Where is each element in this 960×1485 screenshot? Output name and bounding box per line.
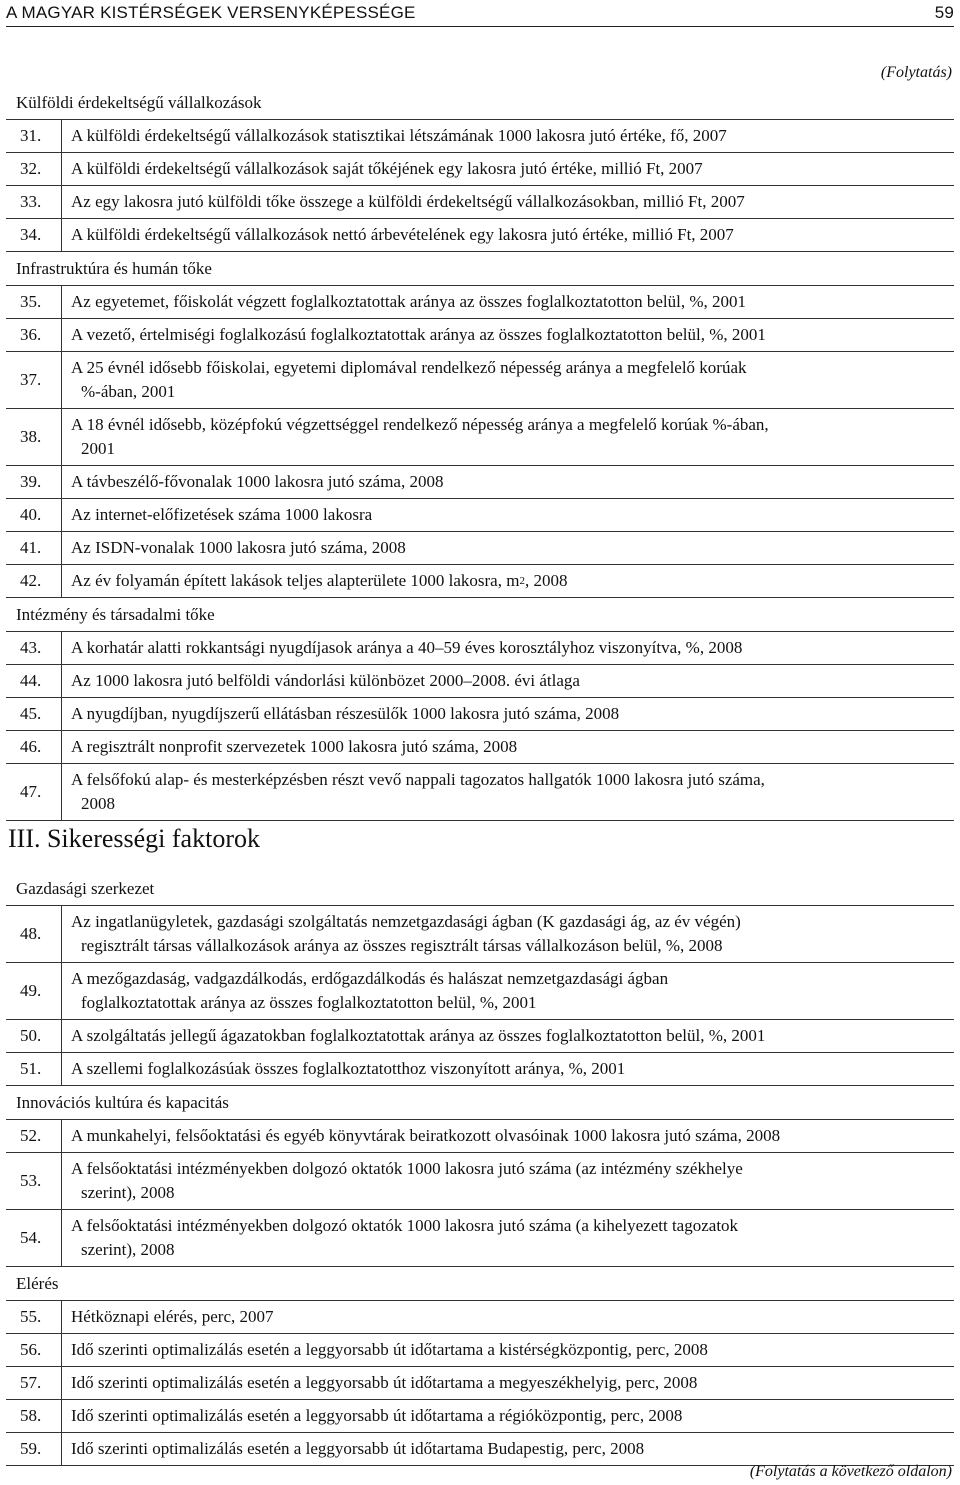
indicator-row [6,409,954,466]
indicator-number: 49. [6,963,62,1019]
description-line-2: %-ában, 2001 [81,382,176,401]
page-header [6,0,954,27]
indicator-row [6,219,954,252]
indicator-description: A távbeszélő-fővonalak 1000 lakosra jutó száma, 2008 [71,472,444,491]
indicator-number: 47. [6,764,62,820]
indicator-row [6,665,954,698]
superscript: 2 [519,575,525,587]
continued-note: (Folytatás) [880,64,952,81]
indicator-description [62,409,954,465]
indicator-row [6,1020,954,1053]
indicator-row [6,1210,954,1267]
indicator-row [6,319,954,352]
indicator-number: 48. [6,906,62,962]
indicator-row [6,186,954,219]
indicator-row [6,1367,954,1400]
indicator-number: 38. [6,409,62,465]
indicator-number: 34. [6,219,62,251]
indicator-description: Idő szerinti optimalizálás esetén a leggyorsabb út időtartama Budapestig, perc, 2008 [71,1439,645,1458]
indicator-number: 57. [6,1367,62,1399]
indicator-description: A szellemi foglalkozásúak összes foglalkoztatotthoz viszonyított aránya, %, 2001 [71,1059,626,1078]
indicator-number: 44. [6,665,62,697]
indicator-number: 35. [6,286,62,318]
indicator-row [6,1301,954,1334]
description-text-end: , 2008 [524,571,568,590]
description-line-1: A 18 évnél idősebb, középfokú végzettséggel rendelkező népesség aránya a megfelelő korúak %-ában, [71,415,769,434]
description-line-2: 2008 [81,794,115,813]
indicator-table-part-a [6,86,954,821]
section-heading: Infrastruktúra és humán tőke [6,252,954,286]
indicator-number: 37. [6,352,62,408]
indicator-number: 59. [6,1433,62,1465]
indicator-description: A vezető, értelmiségi foglalkozású foglalkoztatottak aránya az összes foglalkoztatotton belül, %, 2001 [71,325,766,344]
chapter-heading: III. Sikerességi faktorok [8,824,260,853]
indicator-description [62,1153,954,1209]
indicator-number: 40. [6,499,62,531]
indicator-row [6,731,954,764]
indicator-description: A külföldi érdekeltségű vállalkozások saját tőkéjének egy lakosra jutó értéke, millió Ft, 2007 [71,159,703,178]
indicator-row [6,963,954,1020]
indicator-description: Idő szerinti optimalizálás esetén a leggyorsabb út időtartama a régióközpontig, perc, 2008 [71,1406,683,1425]
section-heading: Innovációs kultúra és kapacitás [6,1086,954,1120]
description-line-1: A 25 évnél idősebb főiskolai, egyetemi diplomával rendelkező népesség aránya a megfelelő korúak [71,358,747,377]
indicator-row [6,1433,954,1466]
indicator-row [6,120,954,153]
indicator-description: Idő szerinti optimalizálás esetén a leggyorsabb út időtartama a kistérségközpontig, perc, 2008 [71,1340,708,1359]
indicator-description [62,764,954,820]
indicator-description: Az egy lakosra jutó külföldi tőke összege a külföldi érdekeltségű vállalkozásokban, millió Ft, 2007 [71,192,745,211]
indicator-number: 51. [6,1053,62,1085]
indicator-row [6,153,954,186]
indicator-description: A külföldi érdekeltségű vállalkozások statisztikai létszámának 1000 lakosra jutó értéke, fő, 2007 [71,126,727,145]
indicator-description: Az egyetemet, főiskolát végzett foglalkoztatottak aránya az összes foglalkoztatotton belül, %, 2001 [71,292,747,311]
indicator-number: 55. [6,1301,62,1333]
indicator-number: 43. [6,632,62,664]
footer-note: (Folytatás a következő oldalon) [749,1463,952,1480]
indicator-number: 32. [6,153,62,185]
indicator-row [6,1153,954,1210]
indicator-table-part-b [6,872,954,1466]
indicator-number: 41. [6,532,62,564]
indicator-row [6,1120,954,1153]
indicator-row [6,1334,954,1367]
indicator-description: Az 1000 lakosra jutó belföldi vándorlási különbözet 2000–2008. évi átlaga [71,671,580,690]
indicator-number: 58. [6,1400,62,1432]
indicator-row [6,565,954,598]
indicator-number: 46. [6,731,62,763]
indicator-description [62,352,954,408]
indicator-number: 52. [6,1120,62,1152]
description-line-2: regisztrált társas vállalkozások aránya az összes regisztrált társas vállalkozáson belül, %, 2008 [81,936,723,955]
description-line-1: A felsőoktatási intézményekben dolgozó oktatók 1000 lakosra jutó száma (az intézmény székhelye [71,1159,743,1178]
description-line-1: A felsőoktatási intézményekben dolgozó oktatók 1000 lakosra jutó száma (a kihelyezett tagozatok [71,1216,739,1235]
indicator-description: A munkahelyi, felsőoktatási és egyéb könyvtárak beiratkozott olvasóinak 1000 lakosra jutó száma, 2008 [71,1126,781,1145]
running-title: A MAGYAR KISTÉRSÉGEK VERSENYKÉPESSÉGE [6,3,416,22]
section-heading: Intézmény és társadalmi tőke [6,598,954,632]
description-line-1: A felsőfokú alap- és mesterképzésben részt vevő nappali tagozatos hallgatók 1000 lakosra jutó száma, [71,770,765,789]
indicator-row [6,466,954,499]
description-line-2: 2001 [81,439,115,458]
indicator-row [6,1400,954,1433]
indicator-description [62,963,954,1019]
indicator-description: Hétköznapi elérés, perc, 2007 [71,1307,274,1326]
indicator-description: A regisztrált nonprofit szervezetek 1000 lakosra jutó száma, 2008 [71,737,518,756]
page-number: 59 [934,3,954,22]
section-heading: Külföldi érdekeltségű vállalkozások [6,86,954,120]
description-line-1: Az ingatlanügyletek, gazdasági szolgáltatás nemzetgazdasági ágban (K gazdasági ág, az év végén) [71,912,741,931]
section-heading: Gazdasági szerkezet [6,872,954,906]
indicator-row [6,632,954,665]
description-text: Az év folyamán épített lakások teljes alapterülete 1000 lakosra, m [71,571,520,590]
indicator-row [6,698,954,731]
indicator-row [6,352,954,409]
indicator-number: 54. [6,1210,62,1266]
description-line-2: szerint), 2008 [81,1183,175,1202]
description-line-2: szerint), 2008 [81,1240,175,1259]
indicator-description: Az internet-előfizetések száma 1000 lakosra [71,505,373,524]
indicator-description: A nyugdíjban, nyugdíjszerű ellátásban részesülők 1000 lakosra jutó száma, 2008 [71,704,620,723]
indicator-description: A korhatár alatti rokkantsági nyugdíjasok aránya a 40–59 éves korosztályhoz viszonyítva, %, 2008 [71,638,743,657]
indicator-number: 42. [6,565,62,597]
indicator-row [6,499,954,532]
indicator-number: 31. [6,120,62,152]
indicator-description: Idő szerinti optimalizálás esetén a leggyorsabb út időtartama a megyeszékhelyig, perc, 2008 [71,1373,698,1392]
indicator-row [6,906,954,963]
indicator-number: 45. [6,698,62,730]
indicator-number: 56. [6,1334,62,1366]
description-line-1: A mezőgazdaság, vadgazdálkodás, erdőgazdálkodás és halászat nemzetgazdasági ágban [71,969,669,988]
indicator-description [62,906,954,962]
indicator-row [6,286,954,319]
indicator-number: 36. [6,319,62,351]
indicator-description [62,1210,954,1266]
description-line-2: foglalkoztatottak aránya az összes foglalkoztatotton belül, %, 2001 [81,993,537,1012]
indicator-row [6,764,954,821]
section-heading: Elérés [6,1267,954,1301]
indicator-description: A külföldi érdekeltségű vállalkozások nettó árbevételének egy lakosra jutó értéke, millió Ft, 2007 [71,225,734,244]
indicator-number: 39. [6,466,62,498]
indicator-number: 53. [6,1153,62,1209]
indicator-number: 50. [6,1020,62,1052]
indicator-row [6,532,954,565]
indicator-number: 33. [6,186,62,218]
indicator-description [62,565,954,597]
indicator-description: A szolgáltatás jellegű ágazatokban foglalkoztatottak aránya az összes foglalkoztatotton belül, %, 2001 [71,1026,766,1045]
indicator-row [6,1053,954,1086]
indicator-description: Az ISDN-vonalak 1000 lakosra jutó száma, 2008 [71,538,406,557]
